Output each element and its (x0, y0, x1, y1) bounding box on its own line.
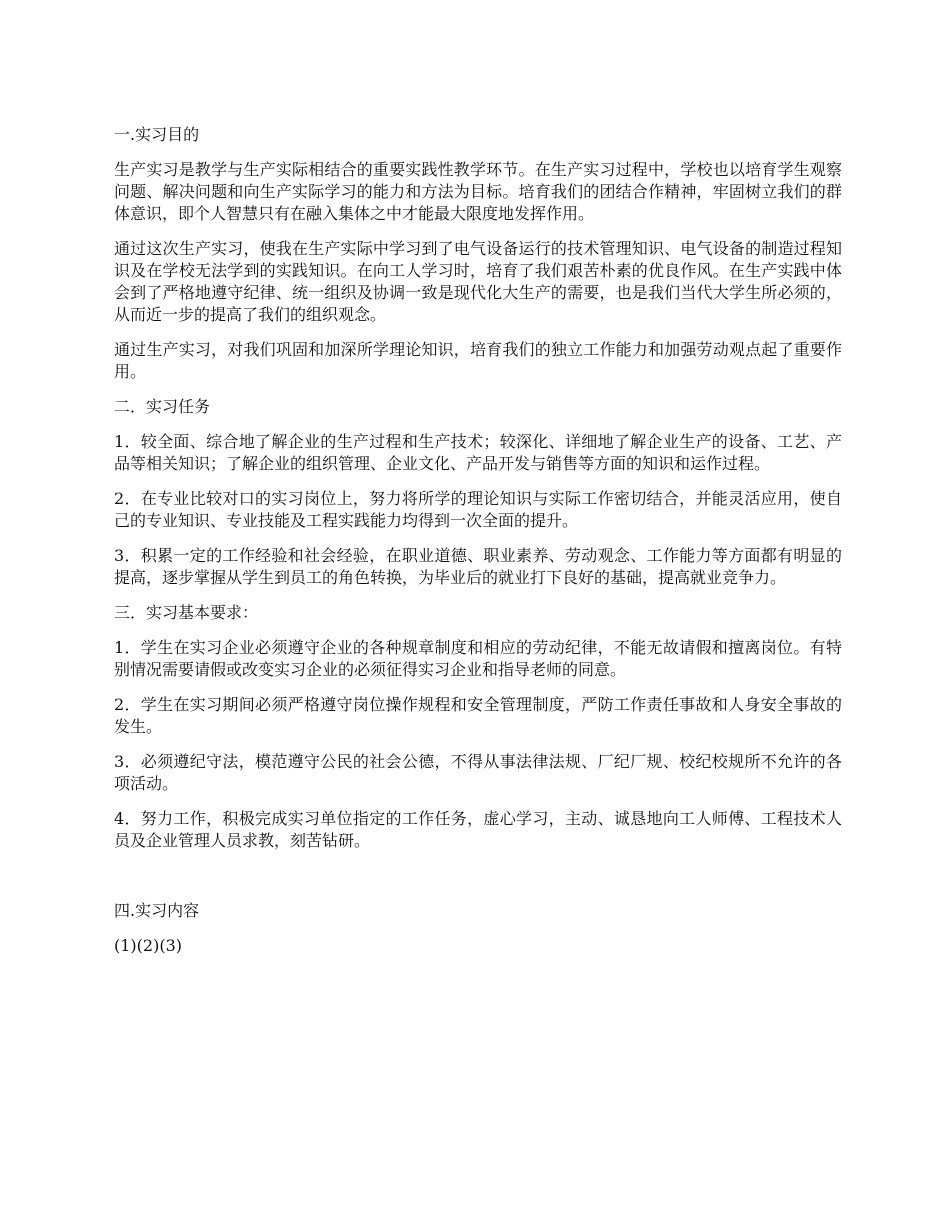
section-tasks (114, 396, 842, 589)
list-item: 2．在专业比较对口的实习岗位上，努力将所学的理论知识与实际工作密切结合，并能灵活应用，使自己的专业知识、专业技能及工程实践能力均得到一次全面的提升。 (114, 489, 842, 530)
section-heading: 三．实习基本要求： (114, 603, 259, 622)
section-content (114, 900, 842, 957)
paragraph: 生产实习是教学与生产实际相结合的重要实践性教学环节。在生产实习过程中，学校也以培育学生观察问题、解决问题和向生产实际学习的能力和方法为目标。培育我们的团结合作精神，牢固树立我们的群体意识，即个人智慧只有在融入集体之中才能最大限度地发挥作用。 (114, 160, 842, 223)
blank-space (114, 865, 842, 900)
section-heading: 四.实习内容 (114, 901, 200, 920)
section-heading: 二．实习任务 (114, 397, 211, 416)
list-item: 1．较全面、综合地了解企业的生产过程和生产技术；较深化、详细地了解企业生产的设备、工艺、产品等相关知识；了解企业的组织管理、企业文化、产品开发与销售等方面的知识和运作过程。 (114, 432, 842, 473)
list-item: 2．学生在实习期间必须严格遵守岗位操作规程和安全管理制度，严防工作责任事故和人身安全事故的发生。 (114, 695, 842, 736)
section-heading: 一.实习目的 (114, 125, 200, 144)
list-item: 4．努力工作，积极完成实习单位指定的工作任务，虚心学习，主动、诚恳地向工人师傅、工程技术人员及企业管理人员求教，刻苦钻研。 (114, 809, 842, 850)
document-page (114, 124, 842, 970)
section-purpose (114, 124, 842, 383)
paragraph: 通过这次生产实习，使我在生产实际中学习到了电气设备运行的技术管理知识、电气设备的制造过程知识及在学校无法学到的实践知识。在向工人学习时，培育了我们艰苦朴素的优良作风。在生产实践中体会到了严格地遵守纪律、统一组织及协调一致是现代化大生产的需要，也是我们当代大学生所必须的，从而近一步的提高了我们的组织观念。 (114, 239, 842, 324)
list-item: 1．学生在实习企业必须遵守企业的各种规章制度和相应的劳动纪律，不能无故请假和擅离岗位。有特别情况需要请假或改变实习企业的必须征得实习企业和指导老师的同意。 (114, 638, 842, 679)
paragraph: 通过生产实习，对我们巩固和加深所学理论知识，培育我们的独立工作能力和加强劳动观点起了重要作用。 (114, 340, 842, 381)
section-requirements (114, 602, 842, 852)
list-item: 3．积累一定的工作经验和社会经验，在职业道德、职业素养、劳动观念、工作能力等方面都有明显的提高，逐步掌握从学生到员工的角色转换，为毕业后的就业打下良好的基础，提高就业竞争力。 (114, 546, 842, 587)
paragraph: (1)(2)(3) (114, 936, 182, 955)
list-item: 3．必须遵纪守法，模范遵守公民的社会公德，不得从事法律法规、厂纪厂规、校纪校规所不允许的各项活动。 (114, 752, 842, 793)
